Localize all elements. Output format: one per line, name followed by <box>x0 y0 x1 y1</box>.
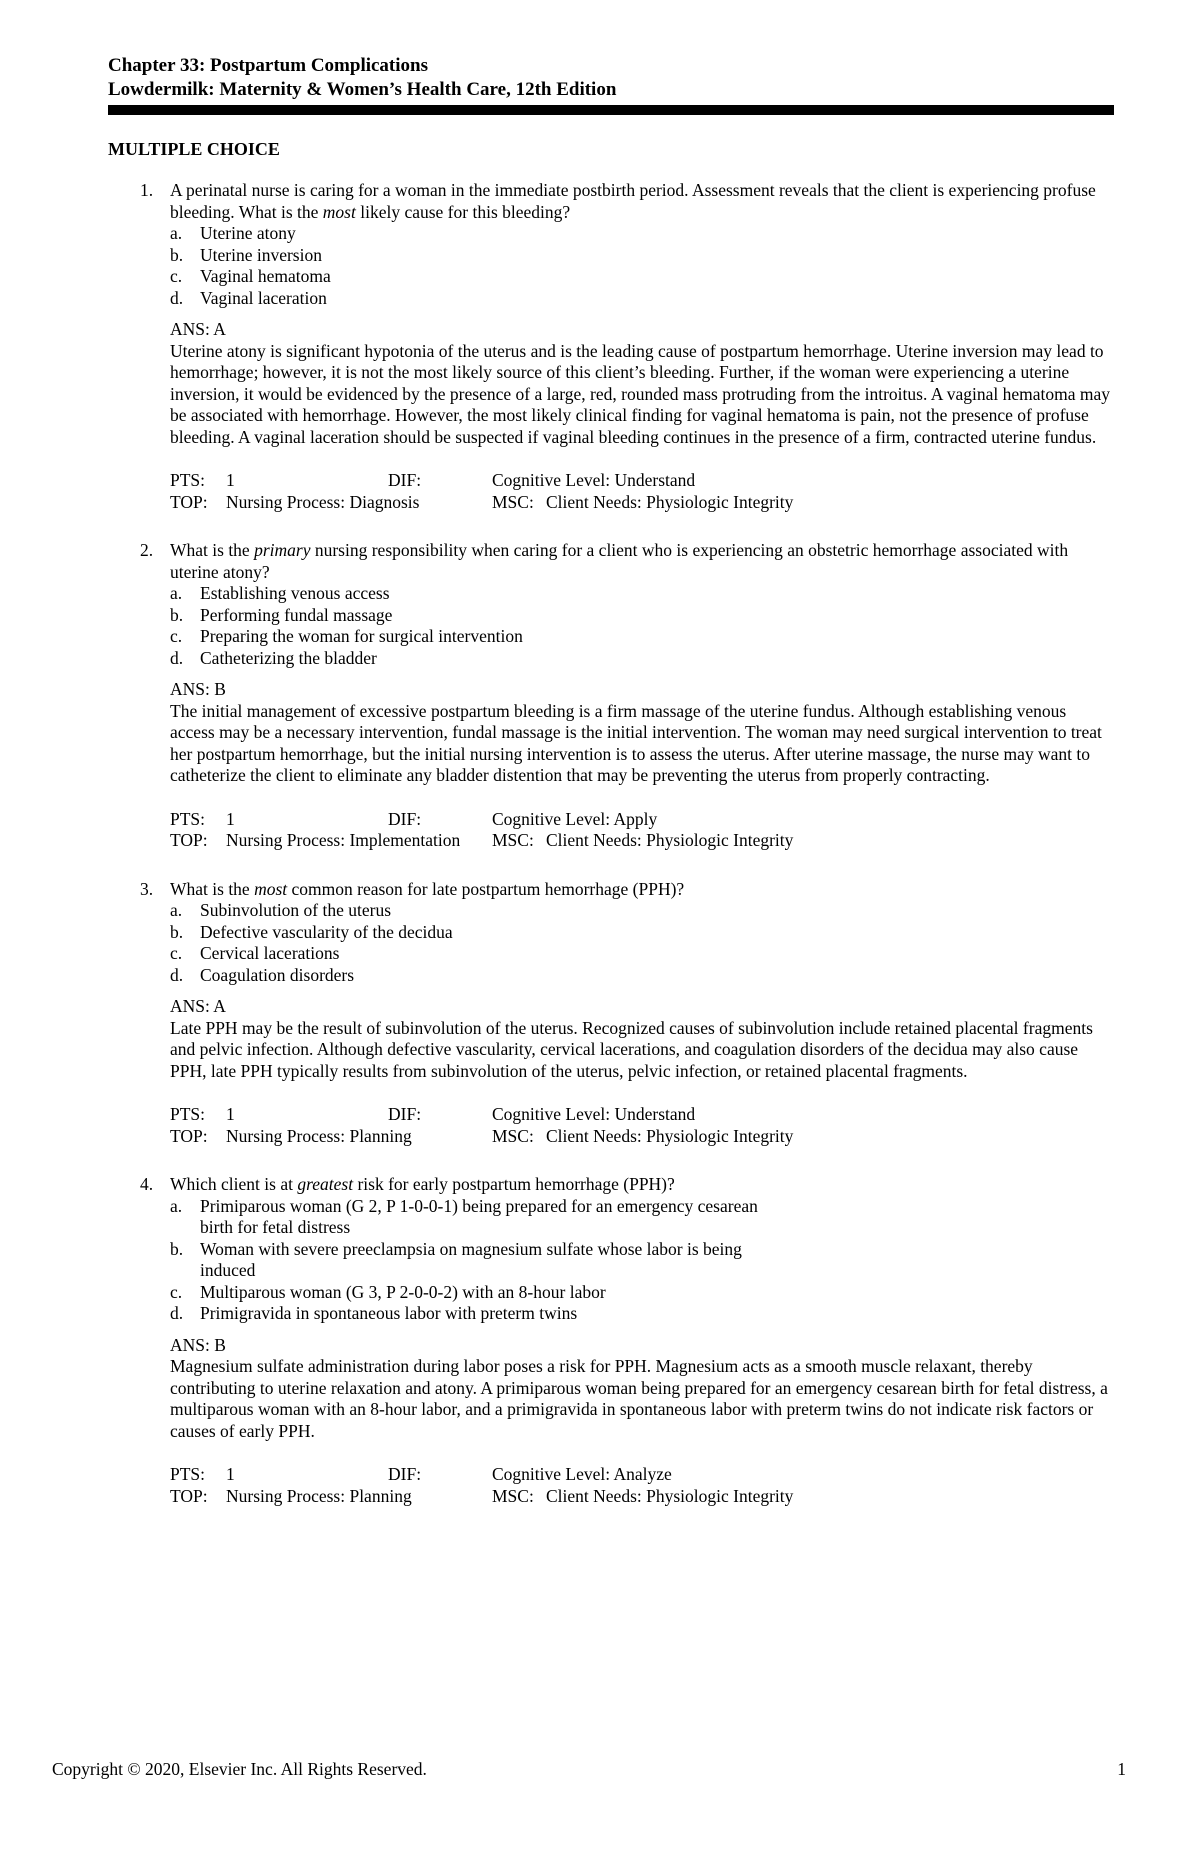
option-a: a. Uterine atony <box>170 223 296 243</box>
question-list <box>108 180 1114 1534</box>
emphasis: most <box>322 201 356 222</box>
option-b: b. Performing fundal massage <box>170 604 393 625</box>
question-stem: What is the primary nursing responsibility when caring for a client who is experiencing an obstetric hemorrhage associated with uterine atony? <box>170 540 1069 582</box>
question-3 <box>108 879 1114 1148</box>
header-rule <box>108 105 1114 115</box>
rationale: Magnesium sulfate administration during labor poses a risk for PPH. Magnesium acts as a smooth muscle relaxant, thereby contributing to uterine relaxation and atony. A primiparous woman being prepared for an emergency cesarean birth for fetal distress, a multiparous woman with an 8-hour labor, and a primigravida in spontaneous labor with preterm twins do not indicate risk factors or causes of early PPH. <box>170 1356 1108 1441</box>
rationale: Late PPH may be the result of subinvolution of the uterus. Recognized causes of subinvolution include retained placental fragments and pelvic infection. Although defective vascularity, cervical lacerations, and coagulation disorders of the decidua may also cause PPH, late PPH typically results from subinvolution of the uterus, pelvic infection, or retained placental fragments. <box>170 1017 1093 1081</box>
page-number: 1 <box>1117 1759 1126 1779</box>
page-footer <box>52 1759 1126 1780</box>
question-number: 1. <box>140 180 154 200</box>
option-a: a. Establishing venous access <box>170 583 390 603</box>
option-d: d. Primigravida in spontaneous labor with preterm twins <box>170 1303 578 1323</box>
question-1 <box>108 180 1114 513</box>
option-c: c. Preparing the woman for surgical intervention <box>170 626 523 646</box>
rationale: Uterine atony is significant hypotonia of the uterus and is the leading cause of postpartum hemorrhage. Uterine inversion may lead to hemorrhage; however, it is not the most likely source of this client’s bleeding. Further, if the woman were experiencing a uterine inversion, it would be evidenced by the presence of a large, red, rounded mass protruding from the introitus. A vaginal hematoma may be associated with hemorrhage. However, the most likely clinical finding for vaginal hematoma is pain, not the presence of profuse bleeding. A vaginal laceration should be suspected if vaginal bleeding continues in the presence of a firm, contracted uterine fundus. <box>170 340 1111 447</box>
question-stem: Which client is at greatest risk for early postpartum hemorrhage (PPH)? <box>170 1174 675 1194</box>
section-title: MULTIPLE CHOICE <box>108 139 280 159</box>
option-d: d. Vaginal laceration <box>170 287 327 308</box>
emphasis: most <box>254 878 288 899</box>
copyright-text: Copyright © 2020, Elsevier Inc. All Rights Reserved. <box>52 1759 427 1779</box>
question-stem: A perinatal nurse is caring for a woman in the immediate postbirth period. Assessment reveals that the client is experiencing profuse bleeding. What is the most likely cause for this bleeding? <box>170 180 1096 222</box>
question-metadata: PTS: 1 DIF: Cognitive Level: Understand TOP: Nursing Process: Diagnosis MSC: Client Needs: Physiologic Integrity <box>170 470 794 512</box>
chapter-title: Chapter 33: Postpartum Complications <box>108 55 429 76</box>
rationale: The initial management of excessive postpartum bleeding is a firm massage of the uterine fundus. Although establishing venous access may be a necessary intervention, fundal massage is the initial intervention. The woman may need surgical intervention to treat her postpartum hemorrhage, but the initial nursing intervention is to assess the uterus. After uterine massage, the nurse may want to catheterize the client to eliminate any bladder distention that may be preventing the uterus from properly contracting. <box>170 700 1102 785</box>
question-metadata: PTS: 1 DIF: Cognitive Level: Understand TOP: Nursing Process: Planning MSC: Client Needs: Physiologic Integrity <box>170 1104 794 1146</box>
document-header <box>108 54 1114 115</box>
option-c: c. Multiparous woman (G 3, P 2-0-0-2) with an 8-hour labor <box>170 1281 606 1302</box>
question-2 <box>108 540 1114 852</box>
emphasis: greatest <box>297 1174 354 1194</box>
question-number: 4. <box>140 1174 154 1194</box>
question-number: 3. <box>140 878 154 899</box>
answer: ANS: B <box>170 1334 226 1355</box>
emphasis: primary <box>254 540 311 560</box>
question-stem: What is the most common reason for late postpartum hemorrhage (PPH)? <box>170 878 685 899</box>
answer: ANS: A <box>170 319 226 339</box>
answer: ANS: A <box>170 996 226 1016</box>
option-d: d. Catheterizing the bladder <box>170 647 377 668</box>
book-title: Lowdermilk: Maternity & Women’s Health Care, 12th Edition <box>108 79 617 100</box>
question-metadata: PTS: 1 DIF: Cognitive Level: Analyze TOP: Nursing Process: Planning MSC: Client Needs: Physiologic Integrity <box>170 1464 794 1506</box>
question-metadata: PTS: 1 DIF: Cognitive Level: Apply TOP: Nursing Process: Implementation MSC: Client Needs: Physiologic Integrity <box>170 808 794 850</box>
question-number: 2. <box>140 540 154 560</box>
option-b: b. Woman with severe preeclampsia on magnesium sulfate whose labor is being induced <box>170 1238 742 1280</box>
option-c: c. Cervical lacerations <box>170 943 340 963</box>
option-d: d. Coagulation disorders <box>170 964 355 985</box>
option-c: c. Vaginal hematoma <box>170 266 331 286</box>
option-a: a. Primiparous woman (G 2, P 1-0-0-1) being prepared for an emergency cesarean birth for fetal distress <box>170 1195 758 1237</box>
option-a: a. Subinvolution of the uterus <box>170 900 392 920</box>
answer: ANS: B <box>170 679 226 699</box>
option-b: b. Uterine inversion <box>170 244 322 265</box>
option-b: b. Defective vascularity of the decidua <box>170 921 453 942</box>
question-4 <box>108 1174 1114 1507</box>
